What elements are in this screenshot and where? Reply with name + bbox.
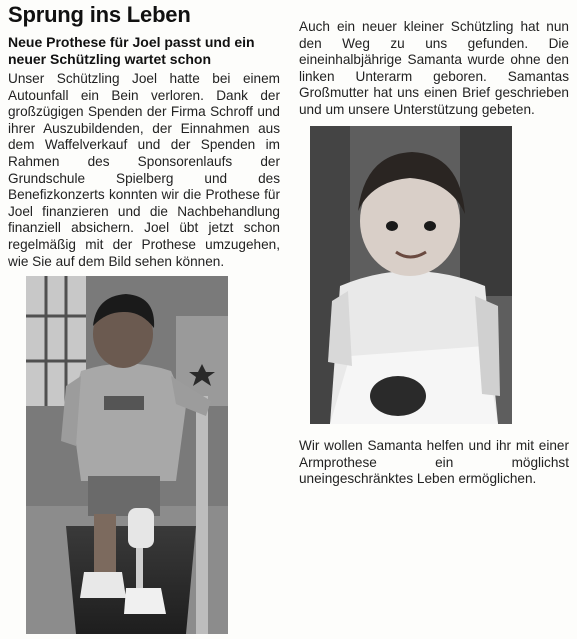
left-column-text: Unser Schützling Joel hatte bei einem Autounfall ein Bein verloren. Dank der großzügigen Spenden der Firma Schroff und ihrer Auszubildenden, der Einnahmen aus dem Waffelverkauf und der Spenden im Rahmen des Sponsorenlaufs der Grundschule Spielberg und des Benefizkonzerts konnten wir die Prothese für Joel finanzieren und die Nachbehandlung finanziell absichern. Joel übt jetzt schon regelmäßig mit der Prothese umzugehen, wie Sie auf dem Bild sehen können. — [8, 71, 280, 269]
article-subtitle: Neue Prothese für Joel passt und ein neuer Schützling wartet schon — [8, 34, 255, 67]
right-column-text: Auch ein neuer kleiner Schützling hat nun den Weg zu uns gefunden. Die eineinhalbjährige Samanta wurde ohne den linken Unterarm geboren. Samantas Großmutter hat uns einen Brief geschrieben und um unsere Unterstützung gebeten. — [299, 19, 569, 117]
right-caption-text: Wir wollen Samanta helfen und ihr mit einer Armprothese ein möglichst uneingeschränktes Leben ermöglichen. — [299, 438, 569, 487]
article-title: Sprung ins Leben — [8, 2, 191, 27]
boy-walking-image — [26, 276, 228, 634]
photo-samanta — [310, 126, 512, 424]
photo-joel — [26, 276, 228, 634]
toddler-girl-image — [310, 126, 512, 424]
